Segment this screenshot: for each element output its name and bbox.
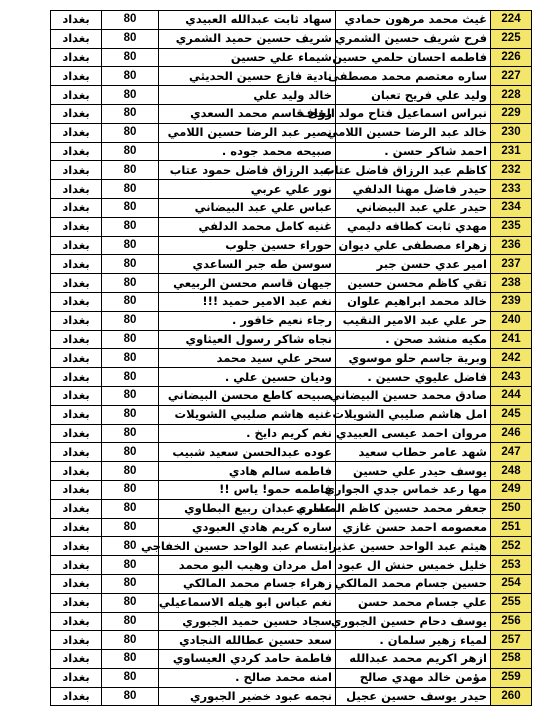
score-cell: 80 — [102, 198, 159, 217]
row-number: 260 — [491, 687, 532, 706]
score-cell: 80 — [102, 537, 159, 556]
score-cell: 80 — [102, 217, 159, 236]
beneficiary-name: يوسف حيدر علي حسين — [336, 462, 491, 481]
score-cell: 80 — [102, 668, 159, 687]
table-row — [51, 217, 532, 236]
second-name: جيهان قاسم محسن الربيعي — [159, 274, 336, 293]
second-name: سجاد حسين حميد الجبوري — [159, 612, 336, 631]
table-row — [51, 593, 532, 612]
city-cell: بغداد — [51, 48, 102, 67]
second-name: وديان حسين علي . — [159, 368, 336, 387]
city-cell: بغداد — [51, 480, 102, 499]
row-number: 227 — [491, 67, 532, 86]
table-row — [51, 255, 532, 274]
row-number: 246 — [491, 424, 532, 443]
beneficiary-name: جعفر محمد حسين كاظم المساري — [336, 499, 491, 518]
beneficiary-name: مكيه منشد صحن . — [336, 330, 491, 349]
beneficiary-name: وليد علي فريح تعبان — [336, 86, 491, 105]
beneficiary-name: حر علي عبد الامير النقيب — [336, 311, 491, 330]
roster-table — [50, 10, 532, 706]
beneficiary-name: غيث محمد مرهون حمادي — [336, 11, 491, 30]
row-number: 242 — [491, 349, 532, 368]
table-row — [51, 236, 532, 255]
city-cell: بغداد — [51, 274, 102, 293]
score-cell: 80 — [102, 142, 159, 161]
row-number: 241 — [491, 330, 532, 349]
score-cell: 80 — [102, 499, 159, 518]
second-name: سوسن طه جبر الساعدي — [159, 255, 336, 274]
roster-body — [51, 11, 532, 706]
table-row — [51, 67, 532, 86]
beneficiary-name: كاظم عبد الرزاق فاضل عتاب — [336, 161, 491, 180]
second-name: رجاء نعيم خافور . — [159, 311, 336, 330]
city-cell: بغداد — [51, 668, 102, 687]
beneficiary-name: هيثم عبد الواحد حسين عذير — [336, 537, 491, 556]
beneficiary-name: خليل خميس حنش ال عبود — [336, 556, 491, 575]
row-number: 226 — [491, 48, 532, 67]
beneficiary-name: فرح شريف حسين الشمري — [336, 29, 491, 48]
second-name: فاطمه حمو! ياس !! — [159, 480, 336, 499]
row-number: 248 — [491, 462, 532, 481]
score-cell: 80 — [102, 48, 159, 67]
row-number: 224 — [491, 11, 532, 30]
table-row — [51, 180, 532, 199]
row-number: 244 — [491, 386, 532, 405]
row-number: 257 — [491, 631, 532, 650]
row-number: 234 — [491, 198, 532, 217]
beneficiary-name: حسين جسام محمد المالكي — [336, 574, 491, 593]
city-cell: بغداد — [51, 650, 102, 669]
row-number: 228 — [491, 86, 532, 105]
second-name: رؤى قاسم محمد السعدي — [159, 104, 336, 123]
score-cell: 80 — [102, 29, 159, 48]
second-name: خالد وليد علي — [159, 86, 336, 105]
score-cell: 80 — [102, 424, 159, 443]
row-number: 249 — [491, 480, 532, 499]
second-name: ساره كريم هادي العبودي — [159, 518, 336, 537]
second-name: غنيه هاشم صليبي الشويلات — [159, 405, 336, 424]
table-row — [51, 443, 532, 462]
second-name: صبيحه محمد جوده . — [159, 142, 336, 161]
city-cell: بغداد — [51, 311, 102, 330]
table-row — [51, 537, 532, 556]
city-cell: بغداد — [51, 142, 102, 161]
table-row — [51, 123, 532, 142]
city-cell: بغداد — [51, 612, 102, 631]
second-name: نصير عبد الرضا حسين اللامي — [159, 123, 336, 142]
score-cell: 80 — [102, 180, 159, 199]
row-number: 236 — [491, 236, 532, 255]
table-row — [51, 161, 532, 180]
city-cell: بغداد — [51, 198, 102, 217]
table-row — [51, 668, 532, 687]
score-cell: 80 — [102, 518, 159, 537]
table-row — [51, 424, 532, 443]
second-name: نجمه عبود خضير الجبوري — [159, 687, 336, 706]
table-row — [51, 405, 532, 424]
beneficiary-name: احمد شاكر حسن . — [336, 142, 491, 161]
second-name: فاطمة حامد كردي العيساوي — [159, 650, 336, 669]
beneficiary-name: ساره معتصم محمد مصطفى — [336, 67, 491, 86]
score-cell: 80 — [102, 593, 159, 612]
city-cell: بغداد — [51, 86, 102, 105]
table-row — [51, 142, 532, 161]
table-row — [51, 368, 532, 387]
city-cell: بغداد — [51, 499, 102, 518]
table-row — [51, 48, 532, 67]
row-number: 253 — [491, 556, 532, 575]
score-cell: 80 — [102, 330, 159, 349]
second-name: نغم كريم دايخ . — [159, 424, 336, 443]
table-row — [51, 29, 532, 48]
beneficiary-name: مروان احمد عيسى العبيدي — [336, 424, 491, 443]
beneficiary-name: علي جسام محمد حسن — [336, 593, 491, 612]
row-number: 232 — [491, 161, 532, 180]
row-number: 247 — [491, 443, 532, 462]
row-number: 229 — [491, 104, 532, 123]
score-cell: 80 — [102, 650, 159, 669]
score-cell: 80 — [102, 443, 159, 462]
city-cell: بغداد — [51, 349, 102, 368]
row-number: 259 — [491, 668, 532, 687]
table-row — [51, 386, 532, 405]
city-cell: بغداد — [51, 593, 102, 612]
second-name: شريف حسين حميد الشمري — [159, 29, 336, 48]
city-cell: بغداد — [51, 292, 102, 311]
beneficiary-name: شهد عامر حطاب سعيد — [336, 443, 491, 462]
beneficiary-name: مها رعد خماس جدي الجواري — [336, 480, 491, 499]
table-row — [51, 556, 532, 575]
row-number: 258 — [491, 650, 532, 669]
row-number: 252 — [491, 537, 532, 556]
score-cell: 80 — [102, 386, 159, 405]
table-row — [51, 86, 532, 105]
beneficiary-name: لمياء زهير سلمان . — [336, 631, 491, 650]
beneficiary-name: خالد محمد ابراهيم علوان — [336, 292, 491, 311]
city-cell: بغداد — [51, 255, 102, 274]
table-row — [51, 292, 532, 311]
beneficiary-name: امير عدي حسن جبر — [336, 255, 491, 274]
row-number: 240 — [491, 311, 532, 330]
score-cell: 80 — [102, 349, 159, 368]
score-cell: 80 — [102, 255, 159, 274]
beneficiary-name: ازهر اكريم محمد عبدالله — [336, 650, 491, 669]
score-cell: 80 — [102, 292, 159, 311]
table-row — [51, 462, 532, 481]
score-cell: 80 — [102, 236, 159, 255]
second-name: امنه محمد صالح . — [159, 668, 336, 687]
row-number: 233 — [491, 180, 532, 199]
city-cell: بغداد — [51, 631, 102, 650]
table-row — [51, 274, 532, 293]
beneficiary-name: يوسف دحام حسين الجبوري — [336, 612, 491, 631]
second-name: صبيحه كاطع محسن البيضاني — [159, 386, 336, 405]
row-number: 243 — [491, 368, 532, 387]
score-cell: 80 — [102, 612, 159, 631]
table-row — [51, 104, 532, 123]
second-name: غنيه كامل محمد الدلفي — [159, 217, 336, 236]
table-row — [51, 349, 532, 368]
row-number: 225 — [491, 29, 532, 48]
row-number: 256 — [491, 612, 532, 631]
city-cell: بغداد — [51, 386, 102, 405]
row-number: 254 — [491, 574, 532, 593]
row-number: 237 — [491, 255, 532, 274]
score-cell: 80 — [102, 574, 159, 593]
beneficiary-name: حيدر يوسف حسين عجيل — [336, 687, 491, 706]
score-cell: 80 — [102, 631, 159, 650]
city-cell: بغداد — [51, 443, 102, 462]
table-row — [51, 198, 532, 217]
row-number: 250 — [491, 499, 532, 518]
second-name: زهراء جسام محمد المالكي — [159, 574, 336, 593]
score-cell: 80 — [102, 123, 159, 142]
row-number: 245 — [491, 405, 532, 424]
beneficiary-name: وبرية جاسم حلو موسوي — [336, 349, 491, 368]
row-number: 255 — [491, 593, 532, 612]
city-cell: بغداد — [51, 687, 102, 706]
second-name: سعد حسين عطالله النجادي — [159, 631, 336, 650]
table-row — [51, 650, 532, 669]
row-number: 239 — [491, 292, 532, 311]
second-name: نغم عباس ابو هيله الاسماعيلي — [159, 593, 336, 612]
row-number: 235 — [491, 217, 532, 236]
score-cell: 80 — [102, 462, 159, 481]
score-cell: 80 — [102, 311, 159, 330]
beneficiary-name: خالد عبد الرضا حسين اللامي — [336, 123, 491, 142]
second-name: سهاد ثابت عبدالله العبيدي — [159, 11, 336, 30]
roster-sheet — [50, 10, 521, 706]
beneficiary-name: فاضل عليوي حسين . — [336, 368, 491, 387]
city-cell: بغداد — [51, 217, 102, 236]
city-cell: بغداد — [51, 123, 102, 142]
score-cell: 80 — [102, 104, 159, 123]
beneficiary-name: امل هاشم صليبي الشويلات — [336, 405, 491, 424]
city-cell: بغداد — [51, 537, 102, 556]
table-row — [51, 330, 532, 349]
city-cell: بغداد — [51, 574, 102, 593]
beneficiary-name: تقي كاظم محسن حسين — [336, 274, 491, 293]
beneficiary-name: فاطمه احسان حلمي حسين — [336, 48, 491, 67]
row-number: 230 — [491, 123, 532, 142]
table-row — [51, 631, 532, 650]
table-row — [51, 11, 532, 30]
city-cell: بغداد — [51, 462, 102, 481]
second-name: نور علي عربي — [159, 180, 336, 199]
city-cell: بغداد — [51, 67, 102, 86]
city-cell: بغداد — [51, 518, 102, 537]
row-number: 231 — [491, 142, 532, 161]
city-cell: بغداد — [51, 424, 102, 443]
score-cell: 80 — [102, 86, 159, 105]
second-name: نغم عبد الامير حميد !!! — [159, 292, 336, 311]
score-cell: 80 — [102, 405, 159, 424]
table-row — [51, 480, 532, 499]
beneficiary-name: صادق محمد حسين البيضاني — [336, 386, 491, 405]
city-cell: بغداد — [51, 405, 102, 424]
row-number: 251 — [491, 518, 532, 537]
city-cell: بغداد — [51, 11, 102, 30]
second-name: عوده عبدالحسن سعيد شبيب — [159, 443, 336, 462]
city-cell: بغداد — [51, 29, 102, 48]
score-cell: 80 — [102, 161, 159, 180]
second-name: حوراء حسين جلوب — [159, 236, 336, 255]
score-cell: 80 — [102, 368, 159, 387]
table-row — [51, 518, 532, 537]
second-name: عبد الرزاق فاضل حمود عتاب — [159, 161, 336, 180]
score-cell: 80 — [102, 67, 159, 86]
city-cell: بغداد — [51, 368, 102, 387]
beneficiary-name: معصومه احمد حسن غازي — [336, 518, 491, 537]
second-name: فاطمه سالم هادي — [159, 462, 336, 481]
beneficiary-name: حيدر فاضل مهنا الدلفي — [336, 180, 491, 199]
second-name: شيماء علي حسين — [159, 48, 336, 67]
second-name: نادية فازع حسين الحديثي — [159, 67, 336, 86]
table-row — [51, 574, 532, 593]
score-cell: 80 — [102, 480, 159, 499]
beneficiary-name: حيدر علي عبد البيضاني — [336, 198, 491, 217]
second-name: عباس علي عبد البيضاني — [159, 198, 336, 217]
table-row — [51, 687, 532, 706]
city-cell: بغداد — [51, 330, 102, 349]
beneficiary-name: مؤمن خالد مهدي صالح — [336, 668, 491, 687]
second-name: امل مردان وهيب البو محمد — [159, 556, 336, 575]
city-cell: بغداد — [51, 161, 102, 180]
city-cell: بغداد — [51, 104, 102, 123]
city-cell: بغداد — [51, 180, 102, 199]
beneficiary-name: نبراس اسماعيل فتاح مولد الجاف — [336, 104, 491, 123]
second-name: عامره عبدان ربيع البطاوي — [159, 499, 336, 518]
beneficiary-name: زهراء مصطفى علي ديوان — [336, 236, 491, 255]
beneficiary-name: مهدي ثابت كطافه دليمي — [336, 217, 491, 236]
table-row — [51, 499, 532, 518]
score-cell: 80 — [102, 556, 159, 575]
second-name: نجاه شاكر رسول العيثاوي — [159, 330, 336, 349]
city-cell: بغداد — [51, 236, 102, 255]
table-row — [51, 612, 532, 631]
second-name: ابتسام عبد الواحد حسين الخفاجي — [159, 537, 336, 556]
score-cell: 80 — [102, 274, 159, 293]
second-name: سحر علي سيد محمد — [159, 349, 336, 368]
city-cell: بغداد — [51, 556, 102, 575]
row-number: 238 — [491, 274, 532, 293]
table-row — [51, 311, 532, 330]
score-cell: 80 — [102, 687, 159, 706]
score-cell: 80 — [102, 11, 159, 30]
